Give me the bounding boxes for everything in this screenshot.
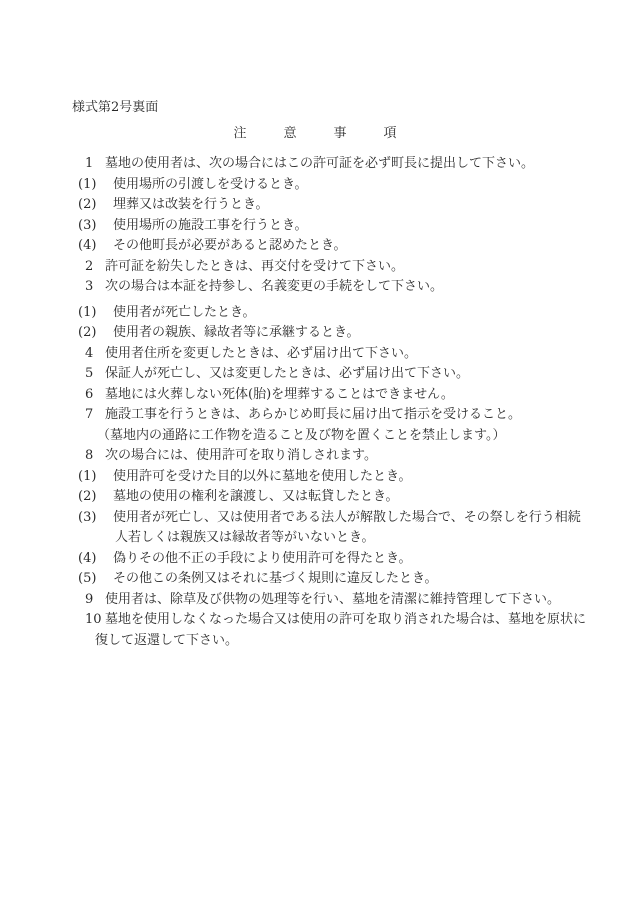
notice-item-8-sub-5	[0, 569, 630, 590]
sub-item-text: その他町長が必要があると認めたとき。	[113, 238, 347, 253]
notice-item-2	[0, 257, 630, 278]
sub-item-text: 使用者が死亡し、又は使用者である法人が解散した場合で、その祭しを行う相続	[113, 509, 581, 525]
notice-item-10	[0, 610, 630, 631]
notice-item-4	[0, 344, 630, 365]
notice-item-1-sub-2	[0, 195, 630, 216]
notice-item-10-continuation	[0, 631, 630, 652]
notice-item-5	[0, 364, 630, 385]
sub-item-text-continuation: 人若しくは親族又は縁故者等がいないとき。	[115, 530, 375, 545]
notice-lines	[0, 154, 630, 651]
item-note-text: （墓地内の通路に工作物を造ること及び物を置くことを禁止します。）	[97, 427, 506, 443]
item-text-continuation: 復して返還して下さい。	[95, 632, 239, 648]
sub-item-text: 墓地の使用の権利を譲渡し、又は転貸したとき。	[113, 489, 399, 504]
item-text: 使用者住所を変更したときは、必ず届け出て下さい。	[105, 345, 418, 361]
notice-item-7-note	[0, 426, 630, 447]
item-number: 2	[85, 258, 94, 274]
item-text: 次の場合には、使用許可を取り消しされます。	[105, 448, 377, 463]
item-text: 許可証を紛失したときは、再交付を受けて下さい。	[105, 258, 405, 274]
notice-item-8-sub-3-continuation	[0, 528, 630, 549]
item-text: 墓地の使用者は、次の場合にはこの許可証を必ず町長に提出して下さい。	[105, 156, 535, 171]
sub-item-text: 埋葬又は改装を行うとき。	[113, 197, 269, 212]
sub-item-text: 使用許可を受けた目的以外に墓地を使用したとき。	[113, 468, 412, 484]
item-number: 8	[85, 448, 94, 463]
sub-item-text: 使用場所の施設工事を行うとき。	[113, 217, 308, 233]
notice-item-9	[0, 590, 630, 611]
sub-item-number: (1)	[78, 468, 97, 484]
item-number: 6	[85, 386, 94, 402]
item-number: 5	[85, 366, 94, 381]
item-text: 墓地には火葬しない死体(胎)を埋葬することはできません。	[105, 386, 454, 402]
item-number: 1	[85, 156, 94, 171]
sub-item-number: (3)	[78, 217, 97, 233]
form-side-label: 様式第2号裏面	[72, 100, 159, 115]
sub-item-number: (1)	[78, 304, 97, 320]
notice-item-8-sub-2	[0, 487, 630, 508]
sub-item-number: (1)	[78, 176, 97, 192]
notice-item-1-sub-4	[0, 236, 630, 257]
item-number: 10	[85, 612, 102, 627]
item-text: 使用者は、除草及び供物の処理等を行い、墓地を清潔に維持管理して下さい。	[105, 591, 561, 607]
sub-item-text: その他この条例又はそれに基づく規則に違反したとき。	[113, 571, 438, 586]
sub-item-number: (4)	[78, 550, 97, 566]
sub-item-text: 偽りその他不正の手段により使用許可を得たとき。	[113, 550, 412, 566]
sub-item-number: (5)	[78, 571, 97, 586]
sub-item-number: (2)	[78, 325, 97, 340]
notice-item-3-sub-2	[0, 323, 630, 344]
item-number: 3	[85, 279, 94, 294]
notice-item-3-sub-1	[0, 303, 630, 324]
notice-item-8-sub-1	[0, 467, 630, 488]
notice-item-8	[0, 446, 630, 467]
item-number: 9	[85, 591, 94, 607]
sub-item-text: 使用者の親族、縁故者等に承継するとき。	[113, 325, 360, 340]
notice-item-3	[0, 277, 630, 298]
sub-item-number: (4)	[78, 238, 97, 253]
sub-item-text: 使用場所の引渡しを受けるとき。	[113, 176, 308, 192]
sub-item-number: (3)	[78, 509, 97, 525]
notice-item-1-sub-1	[0, 175, 630, 196]
notice-item-8-sub-4	[0, 549, 630, 570]
notice-item-8-sub-3	[0, 508, 630, 529]
notice-title-row	[0, 123, 630, 144]
item-text: 保証人が死亡し、又は変更したときは、必ず届け出て下さい。	[105, 366, 470, 381]
item-text: 次の場合は本証を持参し、名義変更の手続をして下さい。	[105, 279, 444, 294]
item-number: 4	[85, 345, 94, 361]
notice-title: 注意事項	[233, 126, 434, 141]
notice-item-1-sub-3	[0, 216, 630, 237]
notice-item-6	[0, 385, 630, 406]
notice-item-1	[0, 154, 630, 175]
notice-item-7	[0, 405, 630, 426]
item-text: 墓地を使用しなくなった場合又は使用の許可を取り消された場合は、墓地を原状に	[105, 612, 587, 627]
sub-item-text: 使用者が死亡したとき。	[113, 304, 256, 320]
sub-item-number: (2)	[78, 197, 97, 212]
item-text: 施設工事を行うときは、あらかじめ町長に届け出て指示を受けること。	[105, 407, 522, 422]
sub-item-number: (2)	[78, 489, 97, 504]
item-number: 7	[85, 407, 94, 422]
